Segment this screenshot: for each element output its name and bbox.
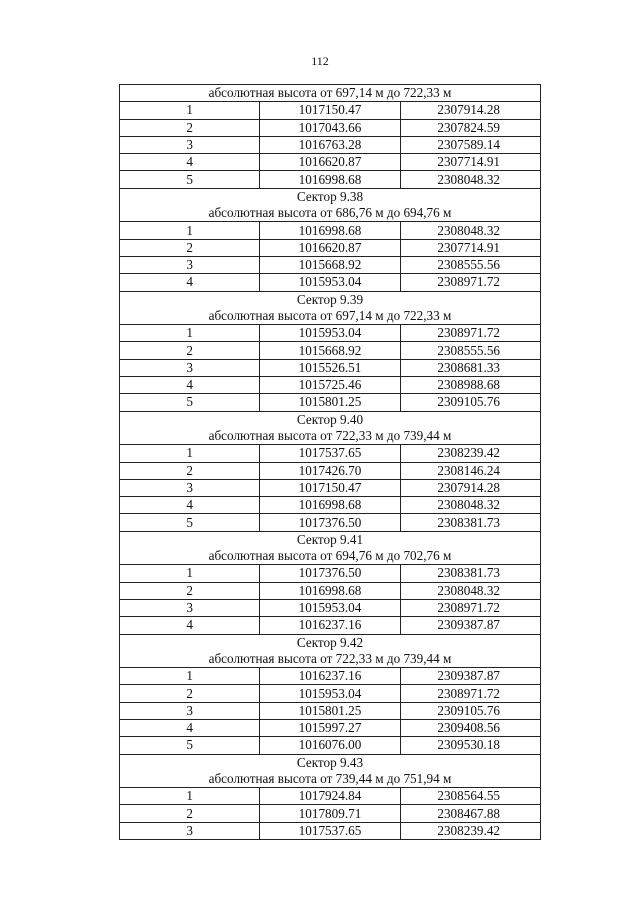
table-row <box>120 394 541 411</box>
coordinate-y: 2308971.72 <box>400 599 540 616</box>
point-number: 1 <box>120 788 260 805</box>
coordinate-x: 1016620.87 <box>260 239 400 256</box>
coordinate-y: 2308467.88 <box>400 805 540 822</box>
point-number: 4 <box>120 719 260 736</box>
point-number: 4 <box>120 497 260 514</box>
coordinate-x: 1015526.51 <box>260 359 400 376</box>
table-row <box>120 685 541 702</box>
coordinate-x: 1017150.47 <box>260 479 400 496</box>
table-row <box>120 582 541 599</box>
point-number: 5 <box>120 171 260 188</box>
coordinate-y: 2309387.87 <box>400 668 540 685</box>
sector-title: Сектор 9.40 <box>120 411 541 428</box>
coordinate-y: 2308988.68 <box>400 377 540 394</box>
table-row <box>120 822 541 839</box>
point-number: 4 <box>120 617 260 634</box>
coordinate-x: 1015953.04 <box>260 325 400 342</box>
point-number: 3 <box>120 479 260 496</box>
coordinate-y: 2308239.42 <box>400 445 540 462</box>
point-number: 1 <box>120 565 260 582</box>
point-number: 3 <box>120 822 260 839</box>
coordinate-x: 1017924.84 <box>260 788 400 805</box>
point-number: 3 <box>120 599 260 616</box>
sector-altitude-row <box>120 651 541 668</box>
coordinate-x: 1016998.68 <box>260 171 400 188</box>
coordinate-x: 1015725.46 <box>260 377 400 394</box>
table-row <box>120 377 541 394</box>
point-number: 3 <box>120 359 260 376</box>
coordinate-y: 2308555.56 <box>400 342 540 359</box>
sector-altitude: абсолютная высота от 739,44 м до 751,94 м <box>120 771 541 788</box>
table-row <box>120 445 541 462</box>
coordinate-y: 2309105.76 <box>400 394 540 411</box>
coordinate-y: 2308381.73 <box>400 514 540 531</box>
table-row <box>120 565 541 582</box>
point-number: 1 <box>120 445 260 462</box>
coordinates-table-body <box>120 85 541 840</box>
coordinate-y: 2309105.76 <box>400 702 540 719</box>
sector-altitude: абсолютная высота от 686,76 м до 694,76 м <box>120 205 541 222</box>
table-row <box>120 737 541 754</box>
sector-title-row <box>120 531 541 548</box>
table-row <box>120 171 541 188</box>
sector-altitude: абсолютная высота от 722,33 м до 739,44 м <box>120 428 541 445</box>
coordinate-x: 1015668.92 <box>260 342 400 359</box>
table-row <box>120 154 541 171</box>
table-row <box>120 239 541 256</box>
table-row <box>120 805 541 822</box>
coordinate-y: 2308048.32 <box>400 171 540 188</box>
coordinate-y: 2307824.59 <box>400 119 540 136</box>
table-row <box>120 102 541 119</box>
coordinate-y: 2308681.33 <box>400 359 540 376</box>
coordinate-x: 1015953.04 <box>260 685 400 702</box>
point-number: 3 <box>120 136 260 153</box>
point-number: 2 <box>120 685 260 702</box>
coordinate-x: 1017809.71 <box>260 805 400 822</box>
point-number: 4 <box>120 377 260 394</box>
point-number: 1 <box>120 102 260 119</box>
point-number: 2 <box>120 805 260 822</box>
coordinate-x: 1016763.28 <box>260 136 400 153</box>
coordinate-x: 1017376.50 <box>260 514 400 531</box>
point-number: 2 <box>120 119 260 136</box>
coordinate-x: 1015801.25 <box>260 702 400 719</box>
coordinate-y: 2307589.14 <box>400 136 540 153</box>
page-number: 112 <box>311 54 329 68</box>
coordinate-x: 1017150.47 <box>260 102 400 119</box>
sector-altitude-row <box>120 308 541 325</box>
coordinate-y: 2308971.72 <box>400 274 540 291</box>
coordinate-x: 1015953.04 <box>260 599 400 616</box>
point-number: 1 <box>120 668 260 685</box>
table-row <box>120 702 541 719</box>
coordinate-x: 1016998.68 <box>260 222 400 239</box>
table-row <box>120 256 541 273</box>
sector-title-row <box>120 188 541 205</box>
coordinate-y: 2307714.91 <box>400 154 540 171</box>
table-row <box>120 274 541 291</box>
coordinate-y: 2308564.55 <box>400 788 540 805</box>
table-row <box>120 599 541 616</box>
coordinates-table <box>119 84 541 840</box>
sector-title-row <box>120 754 541 771</box>
coordinate-x: 1017537.65 <box>260 822 400 839</box>
coordinate-x: 1015953.04 <box>260 274 400 291</box>
coordinate-y: 2308146.24 <box>400 462 540 479</box>
sector-altitude-row <box>120 205 541 222</box>
coordinate-y: 2308555.56 <box>400 256 540 273</box>
table-row <box>120 719 541 736</box>
coordinate-y: 2307914.28 <box>400 102 540 119</box>
coordinate-x: 1015668.92 <box>260 256 400 273</box>
point-number: 2 <box>120 342 260 359</box>
table-row <box>120 222 541 239</box>
table-row <box>120 342 541 359</box>
table-row <box>120 136 541 153</box>
coordinate-y: 2308239.42 <box>400 822 540 839</box>
point-number: 3 <box>120 702 260 719</box>
coordinate-y: 2308048.32 <box>400 222 540 239</box>
coordinate-y: 2308048.32 <box>400 582 540 599</box>
coordinate-y: 2308971.72 <box>400 325 540 342</box>
sector-altitude: абсолютная высота от 722,33 м до 739,44 м <box>120 651 541 668</box>
sector-altitude-row <box>120 428 541 445</box>
sector-title-row <box>120 411 541 428</box>
table-row <box>120 462 541 479</box>
sector-title: Сектор 9.41 <box>120 531 541 548</box>
table-row <box>120 325 541 342</box>
coordinate-x: 1017426.70 <box>260 462 400 479</box>
point-number: 2 <box>120 239 260 256</box>
sector-altitude: абсолютная высота от 697,14 м до 722,33 м <box>120 85 541 102</box>
sector-title: Сектор 9.38 <box>120 188 541 205</box>
coordinate-y: 2308971.72 <box>400 685 540 702</box>
coordinate-y: 2308381.73 <box>400 565 540 582</box>
sector-title: Сектор 9.39 <box>120 291 541 308</box>
sector-altitude: абсолютная высота от 697,14 м до 722,33 м <box>120 308 541 325</box>
point-number: 1 <box>120 325 260 342</box>
coordinate-x: 1016237.16 <box>260 617 400 634</box>
coordinate-x: 1016998.68 <box>260 497 400 514</box>
sector-title-row <box>120 291 541 308</box>
sector-title-row <box>120 634 541 651</box>
point-number: 2 <box>120 462 260 479</box>
sector-altitude-row <box>120 85 541 102</box>
table-row <box>120 788 541 805</box>
coordinate-y: 2308048.32 <box>400 497 540 514</box>
sector-title: Сектор 9.43 <box>120 754 541 771</box>
point-number: 5 <box>120 514 260 531</box>
sector-title: Сектор 9.42 <box>120 634 541 651</box>
point-number: 5 <box>120 737 260 754</box>
point-number: 5 <box>120 394 260 411</box>
table-row <box>120 668 541 685</box>
coordinate-x: 1015997.27 <box>260 719 400 736</box>
coordinate-x: 1016998.68 <box>260 582 400 599</box>
coordinate-y: 2307714.91 <box>400 239 540 256</box>
coordinate-x: 1017537.65 <box>260 445 400 462</box>
sector-altitude: абсолютная высота от 694,76 м до 702,76 м <box>120 548 541 565</box>
point-number: 4 <box>120 274 260 291</box>
point-number: 4 <box>120 154 260 171</box>
coordinate-y: 2307914.28 <box>400 479 540 496</box>
table-row <box>120 497 541 514</box>
coordinate-x: 1016620.87 <box>260 154 400 171</box>
point-number: 1 <box>120 222 260 239</box>
point-number: 3 <box>120 256 260 273</box>
sector-altitude-row <box>120 548 541 565</box>
coordinate-x: 1016237.16 <box>260 668 400 685</box>
point-number: 2 <box>120 582 260 599</box>
coordinate-x: 1016076.00 <box>260 737 400 754</box>
table-row <box>120 617 541 634</box>
coordinate-x: 1017043.66 <box>260 119 400 136</box>
table-row <box>120 479 541 496</box>
coordinate-y: 2309530.18 <box>400 737 540 754</box>
coordinate-x: 1017376.50 <box>260 565 400 582</box>
table-row <box>120 119 541 136</box>
table-row <box>120 359 541 376</box>
coordinate-y: 2309387.87 <box>400 617 540 634</box>
coordinate-y: 2309408.56 <box>400 719 540 736</box>
coordinate-x: 1015801.25 <box>260 394 400 411</box>
table-row <box>120 514 541 531</box>
sector-altitude-row <box>120 771 541 788</box>
